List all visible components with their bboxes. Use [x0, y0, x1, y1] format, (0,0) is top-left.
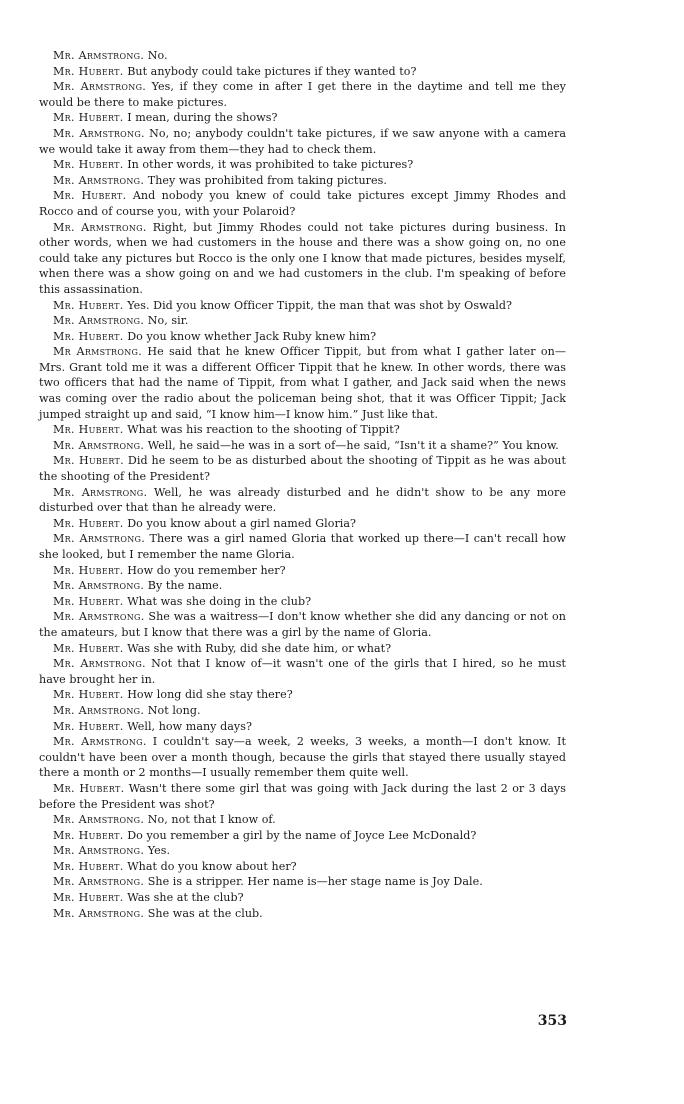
paragraph-text: Yes, if they come in after I get there in the daytime and tell me they would be there to make pictures. [39, 80, 566, 109]
paragraph [39, 422, 566, 438]
paragraph-text: He said that he knew Officer Tippit, but from what I gather later on—Mrs. Grant told me it was a different Officer Tippit that he knew. In other words, there was two officers that had the name of Tippit, from what I gather, and Jack said when the news was coming over the radio about the policeman being shot, that it was Officer Tippit; Jack jumped straight up and said, “I know him—I know him.” Just like that. [39, 345, 566, 421]
paragraph [39, 344, 566, 422]
paragraph [39, 906, 566, 922]
paragraph-text: What do you know about her? [123, 859, 297, 873]
speaker-name: Mr. Hubert. [53, 859, 124, 873]
paragraph-text: No, no; anybody couldn't take pictures, if we saw anyone with a camera we would take it away from them—they had to check them. [39, 126, 566, 156]
speaker-name: Mr. Hubert. [53, 688, 124, 702]
paragraph-text: Well, he was already disturbed and he didn't show to be any more disturbed over that than he already were. [39, 485, 566, 515]
paragraph [39, 126, 566, 157]
paragraph [39, 719, 566, 735]
speaker-name: Mr. Armstrong. [53, 875, 145, 889]
paragraph [39, 656, 566, 687]
paragraph-text: What was his reaction to the shooting of Tippit? [123, 423, 400, 437]
speaker-name: Mr. Hubert. [53, 298, 124, 312]
paragraph-text: No, not that I know of. [144, 813, 276, 827]
paragraph-text: Do you know about a girl named Gloria? [123, 516, 357, 530]
speaker-name: Mr. Armstrong. [53, 703, 145, 717]
paragraph-text: What was she doing in the club? [123, 594, 312, 608]
speaker-name: Mr. Hubert. [53, 719, 124, 733]
speaker-name: Mr. Hubert. [53, 111, 124, 125]
paragraph-text: They was prohibited from taking pictures. [144, 173, 387, 187]
paragraph-text: Did he seem to be as disturbed about the shooting of Tippit as he was about the shooting of the President? [39, 454, 566, 484]
speaker-name: Mr. Armstrong. [53, 173, 145, 187]
paragraph-text: By the name. [144, 579, 223, 593]
paragraph [39, 781, 566, 812]
paragraph [39, 79, 566, 110]
speaker-name: Mr. Hubert. [53, 158, 124, 172]
speaker-name: Mr. Armstrong. [53, 80, 147, 94]
paragraph [39, 874, 566, 890]
speaker-name: Mr. Armstrong. [53, 813, 145, 827]
paragraph-text: I mean, during the shows? [123, 111, 278, 125]
speaker-name: Mr. Armstrong. [53, 438, 145, 452]
speaker-name: Mr. Hubert. [53, 423, 124, 437]
paragraph-text: She was at the club. [144, 906, 263, 920]
paragraph-text: How do you remember her? [123, 563, 286, 577]
speaker-name: Mr. Armstrong. [53, 220, 147, 234]
transcript-page [39, 48, 566, 921]
paragraph [39, 578, 566, 594]
paragraph-text: Well, he said—he was in a sort of—he said, “Isn't it a shame?” You know. [144, 438, 559, 452]
speaker-name: Mr. Armstrong. [53, 579, 145, 593]
speaker-name: Mr. Hubert. [53, 563, 124, 577]
paragraph-text: Right, but Jimmy Rhodes could not take pictures during business. In other words, when we had customers in the house and there was a show going on, no one could take any pictures but Rocco is the only one I know that made pictures, besides myself, when there was a show going on and we had customers in the club. I'm speaking of before this assassination. [39, 220, 566, 296]
paragraph [39, 485, 566, 516]
paragraph [39, 609, 566, 640]
paragraph-text: Not that I know of—it wasn't one of the girls that I hired, so he must have brought her in. [39, 657, 567, 686]
paragraph-text: Yes. [144, 844, 171, 858]
paragraph [39, 594, 566, 610]
paragraph-text: But anybody could take pictures if they wanted to? [123, 64, 417, 78]
speaker-name: Mr. Armstrong. [53, 49, 145, 62]
speaker-name: Mr. Hubert. [53, 454, 124, 468]
paragraph [39, 890, 566, 906]
speaker-name: Mr. Hubert. [53, 781, 125, 795]
paragraph-text: She is a stripper. Her name is—her stage name is Joy Dale. [144, 875, 483, 889]
paragraph [39, 48, 566, 64]
paragraph-text: And nobody you knew of could take pictures except Jimmy Rhodes and Rocco and of course you, with your Polaroid? [39, 189, 566, 218]
speaker-name: Mr. Armstrong. [53, 735, 147, 749]
speaker-name: Mr. Hubert. [53, 329, 124, 343]
paragraph [39, 641, 566, 657]
speaker-name: Mr Armstrong. [53, 345, 143, 359]
paragraph [39, 843, 566, 859]
paragraph-text: Not long. [144, 703, 201, 717]
paragraph [39, 516, 566, 532]
paragraph-text: Do you know whether Jack Ruby knew him? [123, 329, 377, 343]
paragraph [39, 313, 566, 329]
paragraph-text: Yes. Did you know Officer Tippit, the man that was shot by Oswald? [123, 298, 513, 312]
speaker-name: Mr. Hubert. [53, 891, 124, 905]
paragraph [39, 110, 566, 126]
speaker-name: Mr. Armstrong. [53, 314, 145, 328]
speaker-name: Mr. Armstrong. [53, 532, 146, 546]
speaker-name: Mr. Hubert. [53, 828, 124, 842]
speaker-name: Mr. Hubert. [53, 189, 127, 203]
paragraph [39, 453, 566, 484]
paragraph [39, 563, 566, 579]
paragraph-text: No. [144, 49, 168, 62]
paragraph [39, 157, 566, 173]
paragraph-text: How long did she stay there? [123, 688, 293, 702]
paragraph [39, 64, 566, 80]
paragraph-text: No, sir. [144, 314, 189, 328]
paragraph [39, 531, 566, 562]
paragraph [39, 703, 566, 719]
paragraph-text: I couldn't say—a week, 2 weeks, 3 weeks, a month—I don't know. It couldn't have been over a month though, because the girls that stayed there usually stayed there a month or 2 months—I usually remember them quite well. [39, 735, 566, 780]
paragraph-text: Was she at the club? [123, 891, 244, 905]
paragraph [39, 812, 566, 828]
paragraph [39, 734, 566, 781]
speaker-name: Mr. Hubert. [53, 516, 124, 530]
speaker-name: Mr. Hubert. [53, 594, 124, 608]
paragraph [39, 298, 566, 314]
speaker-name: Mr. Armstrong. [53, 126, 145, 140]
paragraph [39, 687, 566, 703]
paragraph [39, 859, 566, 875]
speaker-name: Mr. Armstrong. [53, 610, 145, 624]
paragraph-text: Was she with Ruby, did she date him, or what? [123, 641, 392, 655]
paragraph-text: Well, how many days? [123, 719, 252, 733]
speaker-name: Mr. Armstrong. [53, 485, 148, 499]
paragraph [39, 173, 566, 189]
paragraph-text: She was a waitress—I don't know whether she did any dancing or not on the amateurs, but I know that there was a girl by the name of Gloria. [39, 610, 566, 639]
speaker-name: Mr. Armstrong. [53, 844, 145, 858]
paragraph-text: There was a girl named Gloria that worked up there—I can't recall how she looked, but I remember the name Gloria. [39, 532, 566, 561]
paragraph [39, 438, 566, 454]
paragraph-text: Do you remember a girl by the name of Joyce Lee McDonald? [123, 828, 477, 842]
speaker-name: Mr. Hubert. [53, 641, 124, 655]
page-number: 353 [537, 1013, 567, 1029]
paragraph [39, 828, 566, 844]
paragraph [39, 329, 566, 345]
speaker-name: Mr. Hubert. [53, 64, 124, 78]
paragraph [39, 220, 566, 298]
speaker-name: Mr. Armstrong. [53, 906, 145, 920]
speaker-name: Mr. Armstrong. [53, 657, 146, 671]
paragraph-text: In other words, it was prohibited to take pictures? [123, 158, 414, 172]
paragraph [39, 188, 566, 219]
paragraph-text: Wasn't there some girl that was going with Jack during the last 2 or 3 days before the President was shot? [39, 781, 566, 811]
